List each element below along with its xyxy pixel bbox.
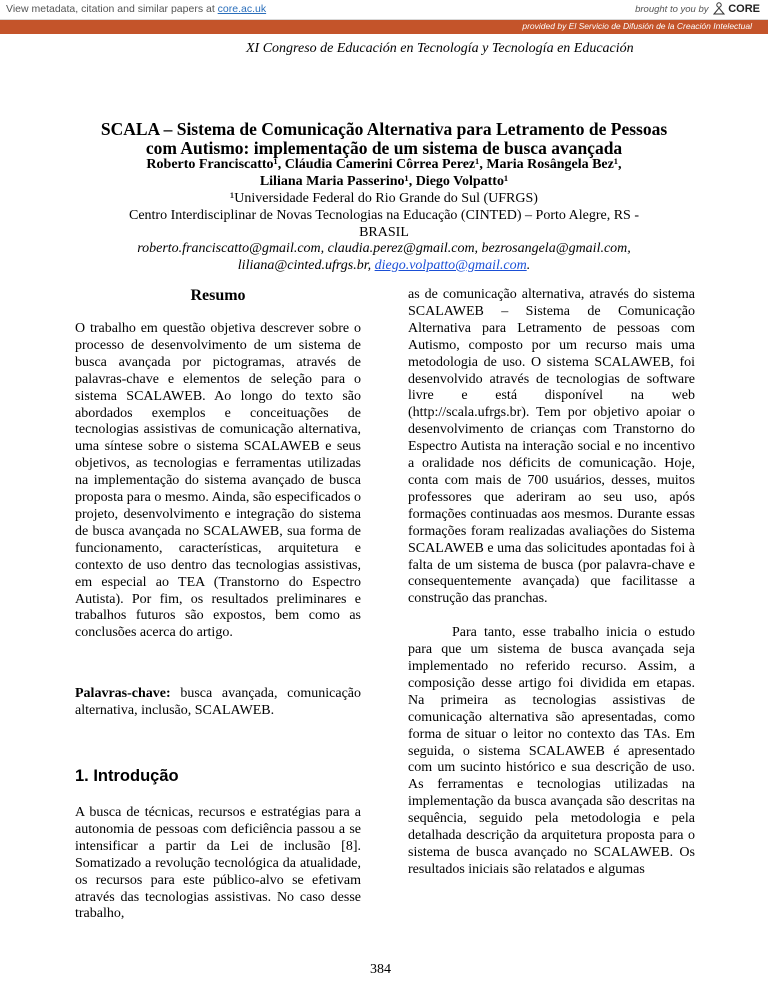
- author-emails: [60, 240, 708, 274]
- keywords-label: Palavras-chave:: [75, 686, 171, 701]
- paper-title: [60, 120, 708, 158]
- introduction-text: A busca de técnicas, recursos e estratégias para a autonomia de pessoas com deficiência passou a se intensificar a partir da Lei de inclusão [8]. Somatizado a revolução tecnológica da atualidade, os recursos para este público-alvo se efetivam através das tecnologias assistivas. No caso desse trabalho,: [75, 805, 361, 922]
- email-liliana: liliana@cinted.ufrgs.br,: [237, 258, 375, 273]
- abstract-text: O trabalho em questão objetiva descrever sobre o processo de desenvolvimento de um sistema de busca avançada por pictogramas, através de palavras-chave e elementos de seleção para o sistema SCALAWEB. Ao longo do texto são abordados exemplos e conceituações de tecnologias assistivas de comunicação alternativa, uma síntese sobre o sistema SCALAWEB e seus objetivos, as tecnologias e ferramentas utilizadas na implementação do sistema avançado de busca proposta para o mesmo. Ainda, são especificados o projeto, desenvolvimento e integração do sistema de busca avançada no SCALAWEB, sua forma de funcionamento, características, arquitetura e contexto de uso dentro das tecnologias assistivas, em especial ao TEA (Transtorno do Espectro Autista). Por fim, os resultados preliminares e trabalhos futuros são expostos, bem como as conclusões acerca do artigo.: [75, 321, 361, 641]
- email-link-diego[interactable]: diego.volpatto@gmail.com: [374, 258, 527, 273]
- conference-header: XI Congreso de Educación en Tecnología y Tecnología en Educación: [246, 41, 634, 56]
- abstract-heading: Resumo: [190, 287, 246, 304]
- introduction-body: [75, 805, 361, 923]
- keywords-text: busca avançada, comunicação alternativa, inclusão, SCALAWEB.: [75, 686, 362, 718]
- authors: [60, 156, 708, 190]
- core-logo-text: CORE: [728, 3, 760, 15]
- right-column: [408, 287, 695, 879]
- title-line-2: com Autismo: implementação de um sistema de busca avançada: [145, 138, 623, 158]
- affiliation: [60, 190, 708, 241]
- core-metadata-text: [6, 3, 266, 15]
- emails-line-2: [60, 257, 708, 274]
- keywords-block: [75, 686, 361, 720]
- brought-by: [635, 2, 760, 15]
- affiliation-line-3: BRASIL: [359, 225, 409, 240]
- core-banner: [0, 0, 768, 20]
- emails-line-1: roberto.franciscatto@gmail.com, claudia.perez@gmail.com, bezrosangela@gmail.com,: [137, 241, 631, 256]
- metadata-label: View metadata, citation and similar papers at: [6, 3, 215, 15]
- core-link[interactable]: core.ac.uk: [217, 3, 267, 15]
- authors-line-1: Roberto Franciscatto¹, Cláudia Camerini Côrrea Perez¹, Maria Rosângela Bez¹,: [146, 157, 622, 172]
- provided-by-text: provided by El Servicio de Difusión de la Creación Intelectual: [522, 21, 752, 31]
- keywords-paragraph: [75, 686, 361, 720]
- section-heading-introduction: 1. Introdução: [75, 767, 179, 785]
- affiliation-line-2: Centro Interdisciplinar de Novas Tecnologias na Educação (CINTED) – Porto Alegre, RS -: [128, 208, 639, 223]
- emails-end: .: [526, 258, 531, 273]
- title-line-1: SCALA – Sistema de Comunicação Alternativa para Letramento de Pessoas: [100, 119, 668, 139]
- authors-line-2: Liliana Maria Passerino¹, Diego Volpatto¹: [259, 174, 509, 189]
- provided-by-bar: [0, 20, 768, 34]
- abstract-body: [75, 321, 361, 642]
- brought-by-text: brought to you by: [635, 4, 709, 15]
- right-paragraph-1: as de comunicação alternativa, através do sistema SCALAWEB – Sistema de Comunicação Alternativa para Letramento de pessoas com Autismo, composto por um recurso mais uma metodologia de uso. O sistema SCALAWEB, foi desenvolvido através de tecnologias de software livre e está disponível na web (http://scala.ufrgs.br). Tem por objetivo apoiar o desenvolvimento de crianças com Transtorno do Espectro Autista na interação social e no incentivo a oralidade nos déficits de comunicação. Hoje, conta com mais de 700 usuários, desses, muitos professores que aderiram ao seu uso, após formações continuadas aos mesmos. Durante essas formações foram realizadas avaliações do Sistema SCALAWEB e uma das solicitudes apontadas foi à falta de um sistema de busca (por palavra-chave e consequentemente avançada) que facilitasse a construção das pranchas.: [408, 287, 695, 607]
- core-logo-icon: [713, 2, 725, 15]
- core-logo[interactable]: [713, 2, 760, 15]
- page-number: 384: [370, 962, 391, 977]
- right-paragraph-2: Para tanto, esse trabalho inicia o estudo para que um sistema de busca avançada seja implementado no referido recurso. Assim, a composição desse artigo foi dividida em etapas. Na primeira as tecnologias assistivas de comunicação alternativa são apresentadas, como forma de situar o leitor no contexto das TAs. Em seguida, o sistema SCALAWEB é apresentado com um sucinto histórico e sua descrição de uso. As ferramentas e tecnologias utilizadas na implementação da busca avançada são descritas na sequência, seguido pela metodologia e pela detalhada descrição da arquitetura proposta para o sistema de busca avançado no SCALAWEB. Os resultados iniciais são relatados e algumas: [408, 625, 695, 877]
- affiliation-line-1: ¹Universidade Federal do Rio Grande do Sul (UFRGS): [230, 191, 538, 206]
